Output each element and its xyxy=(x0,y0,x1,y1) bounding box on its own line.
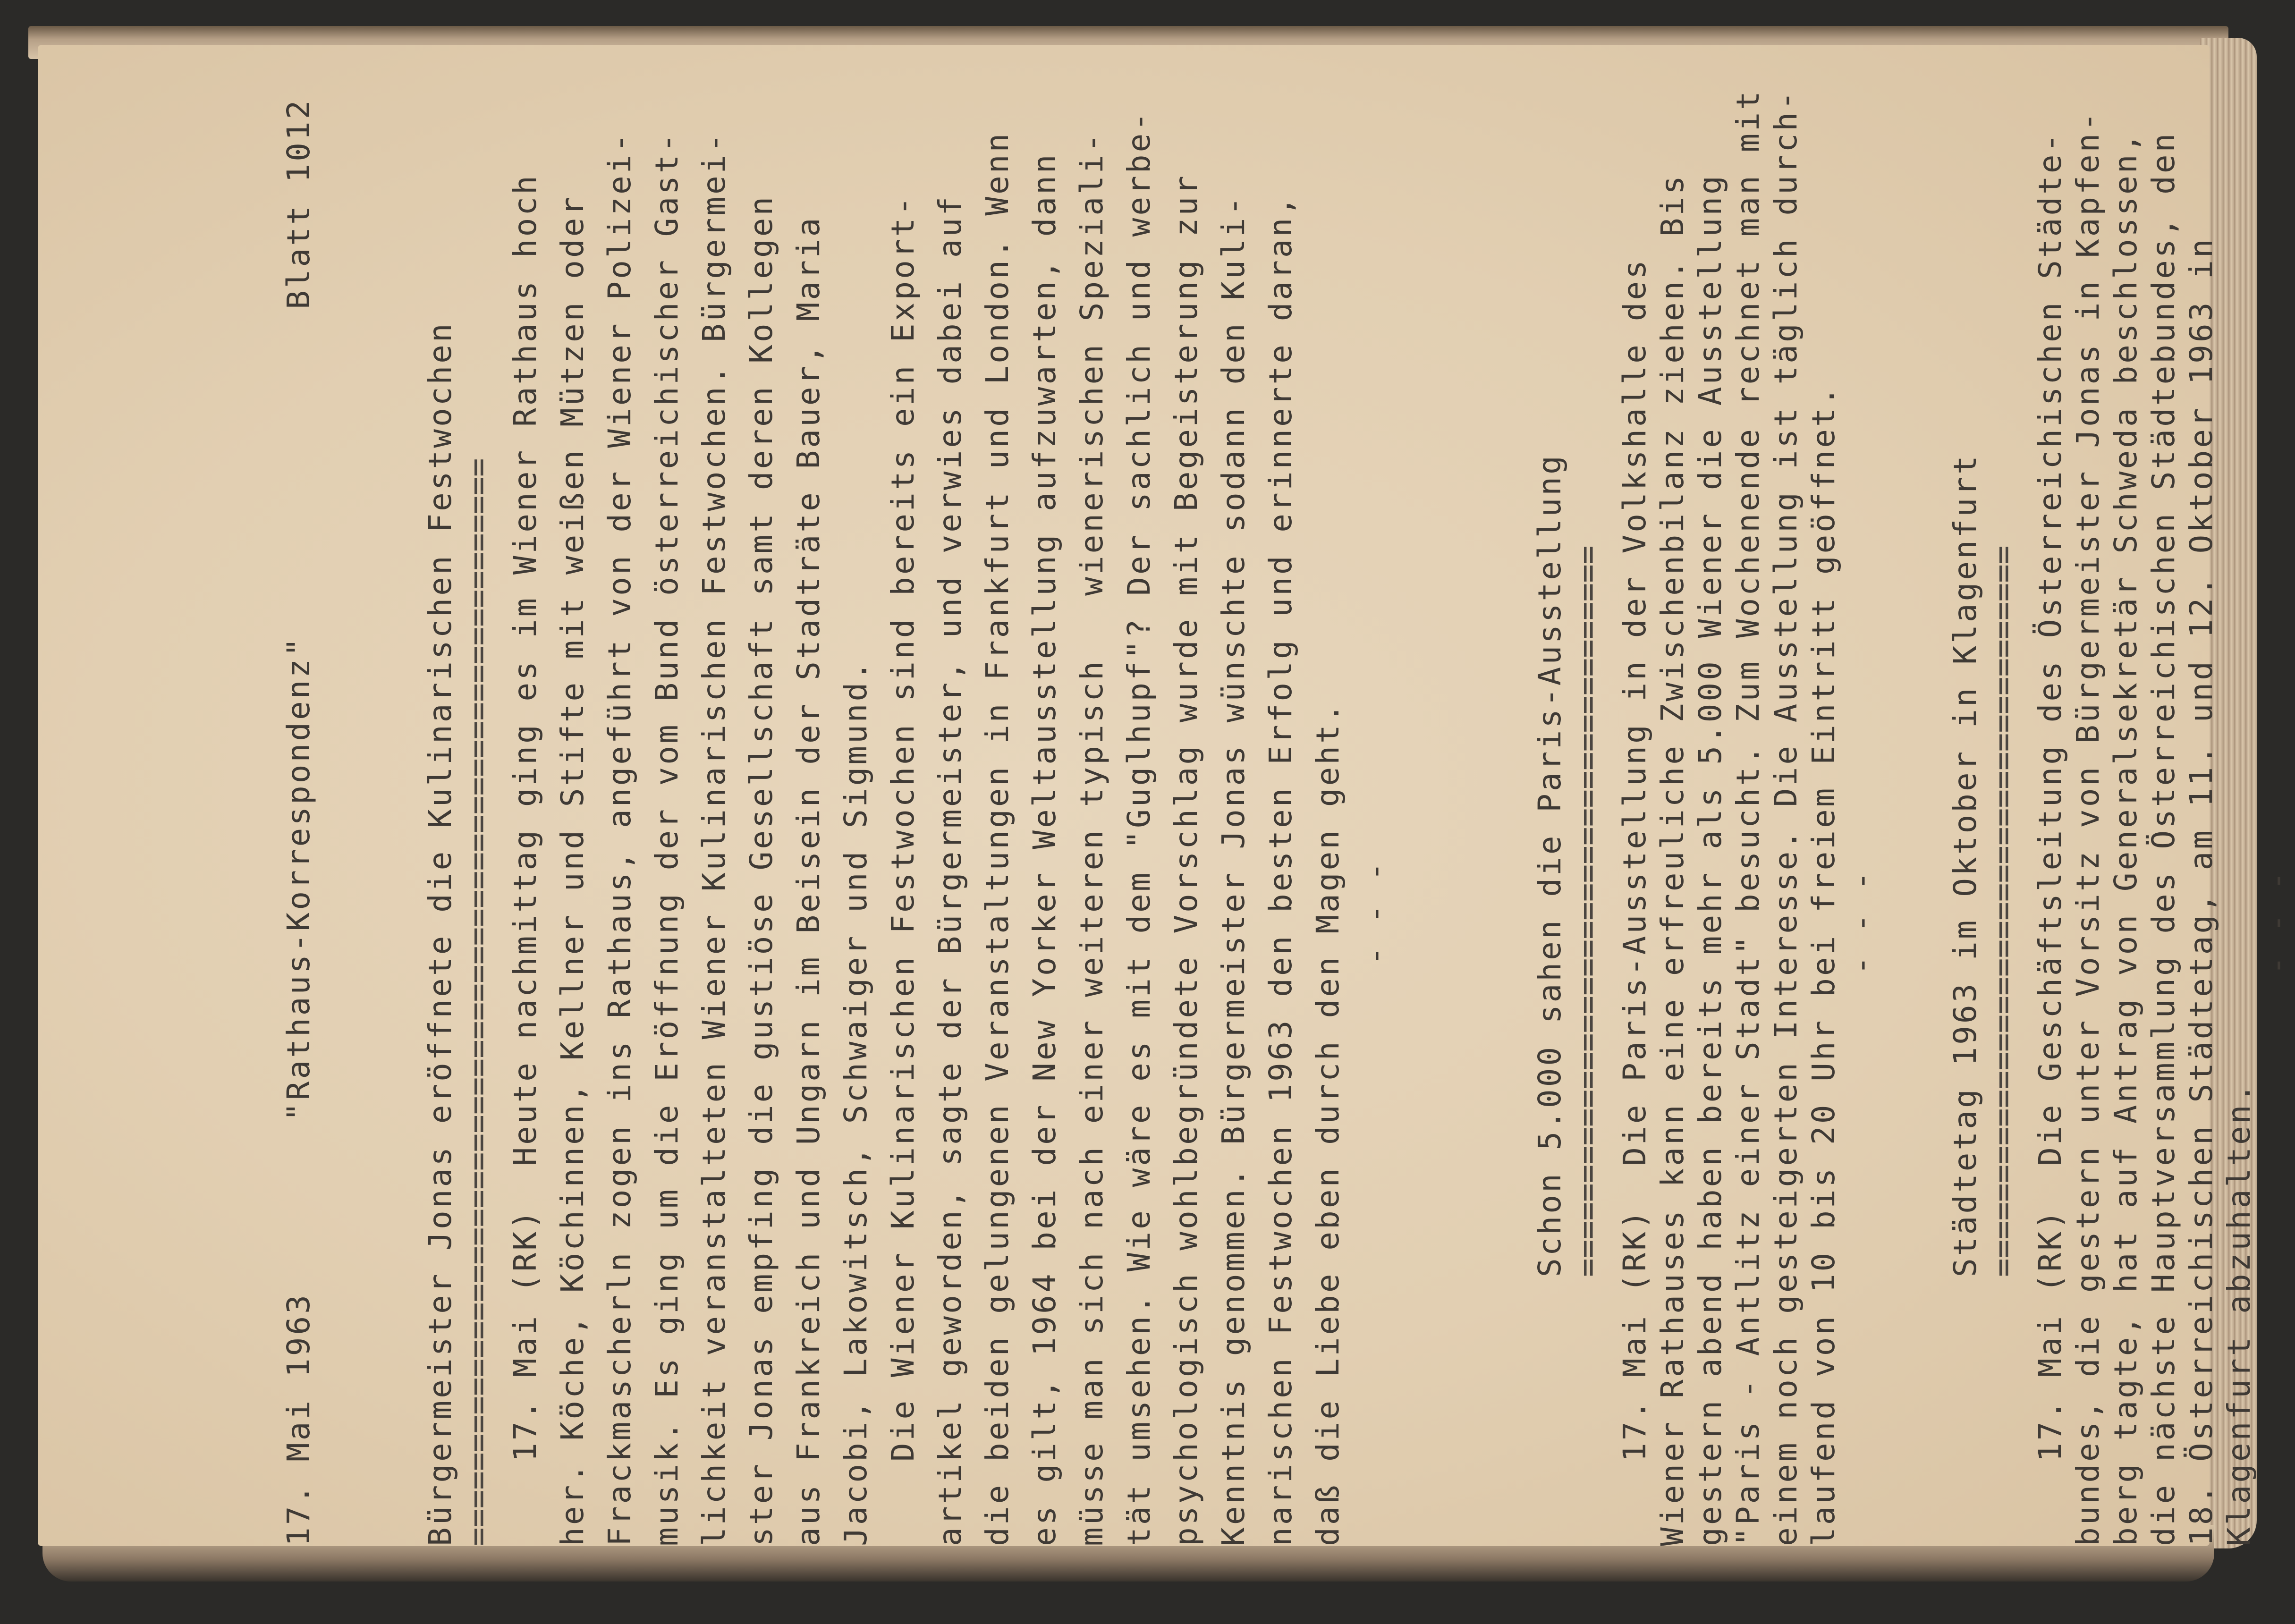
body-line: psychologisch wohlbegründete Vorschlag wurde mit Begeisterung zur xyxy=(1168,173,1204,1546)
body-line: daß die Liebe eben durch den Magen geht. xyxy=(1310,701,1346,1546)
body-line: 17. Mai (RK) Heute nachmittag ging es im Wiener Rathaus hoch xyxy=(507,173,543,1546)
body-line: gestern abend haben bereits mehr als 5.000 Wiener die Ausstellung xyxy=(1692,173,1728,1546)
body-line: her. Köche, Köchinnen, Kellner und Stifte mit weißen Mützen oder xyxy=(554,194,591,1546)
body-line: Jacobi, Lakowitsch, Schwaiger und Sigmund. xyxy=(838,659,874,1546)
body-line: narischen Festwochen 1963 den besten Erfolg und erinnerte daran, xyxy=(1262,194,1299,1546)
header-sheet-number: Blatt 1012 xyxy=(280,98,317,309)
body-line: Kenntnis genommen. Bürgermeister Jonas wünschte sodann den Kuli- xyxy=(1215,194,1252,1546)
body-line: artikel geworden, sagte der Bürgermeister, und verwies dabei auf xyxy=(932,194,968,1546)
body-line: lichkeit veranstalteten Wiener Kulinarischen Festwochen. Bürgermei- xyxy=(696,131,732,1546)
body-line: tät umsehen. Wie wäre es mit dem "Guglhupf"? Der sachlich und werbe- xyxy=(1121,110,1157,1546)
article-end-dashes: - - - xyxy=(1843,869,1880,975)
header-publication: "Rathaus-Korrespondenz" xyxy=(280,635,317,1121)
body-line: müsse man sich nach einer weiteren typisch wienerischen Speziali- xyxy=(1074,131,1110,1546)
article-title: Städtetag 1963 im Oktober in Klagenfurt xyxy=(1947,453,1983,1277)
title-underline-rule: ======================================= xyxy=(1569,545,1606,1277)
body-line: Wiener Rathauses kann eine erfreuliche Zwischenbilanz ziehen. Bis xyxy=(1654,173,1691,1546)
article-end-dashes: - - - xyxy=(1357,860,1393,965)
body-line: 17. Mai (RK) Die Paris-Ausstellung in der Volkshalle des xyxy=(1617,258,1653,1546)
body-line: es gilt, 1964 bei der New Yorker Weltausstellung aufzuwarten, dann xyxy=(1026,152,1063,1546)
body-line: aus Frankreich und Ungarn im Beisein der Stadträte Bauer, Maria xyxy=(790,215,827,1546)
body-line: laufend von 10 bis 20 Uhr bei freiem Eintritt geöffnet. xyxy=(1805,384,1842,1546)
body-line: 17. Mai (RK) Die Geschäftsleitung des Österreichischen Städte- xyxy=(2032,131,2068,1546)
body-line: ster Jonas empfing die gustiöse Gesellschaft samt deren Kollegen xyxy=(743,194,779,1546)
header-date: 17. Mai 1963 xyxy=(280,1293,317,1546)
body-line: 18. Österreichischen Städtetag, am 11. und 12. Oktober 1963 in xyxy=(2183,237,2219,1546)
title-underline-rule: ======================================= xyxy=(1985,545,2021,1277)
body-line: "Paris - Antlitz einer Stadt" besucht. Zum Wochenende rechnet man mit xyxy=(1730,89,1766,1546)
body-line: die nächste Hauptversammlung des Österreichischen Städtebundes, den xyxy=(2145,131,2182,1546)
body-line: bundes, die gestern unter Vorsitz von Bürgermeister Jonas in Kapfen- xyxy=(2070,110,2106,1546)
article-end-dashes: - - - xyxy=(2259,869,2295,975)
title-underline-rule: ========================================================== xyxy=(460,458,496,1546)
article-title: Bürgermeister Jonas eröffnete die Kulinarischen Festwochen xyxy=(422,321,458,1546)
body-line: musik. Es ging um die Eröffnung der vom Bund österreichischer Gast- xyxy=(649,131,685,1546)
body-line: Frackmascherln zogen ins Rathaus, angeführt von der Wiener Polizei- xyxy=(601,131,638,1546)
body-line: berg tagte, hat auf Antrag von Generalsekretär Schweda beschlossen, xyxy=(2108,131,2144,1546)
paper-sheet xyxy=(38,45,2295,1546)
rotated-page-content xyxy=(142,89,2295,1546)
body-line: Die Wiener Kulinarischen Festwochen sind bereits ein Export- xyxy=(885,194,921,1546)
body-line: die beiden gelungenen Veranstaltungen in Frankfurt und London. Wenn xyxy=(979,131,1016,1546)
body-line: Klagenfurt abzuhalten. xyxy=(2221,1081,2257,1546)
body-line: einem noch gesteigerten Interesse. Die Ausstellung ist täglich durch- xyxy=(1768,89,1804,1546)
article-title: Schon 5.000 sahen die Paris-Ausstellung xyxy=(1532,453,1568,1277)
